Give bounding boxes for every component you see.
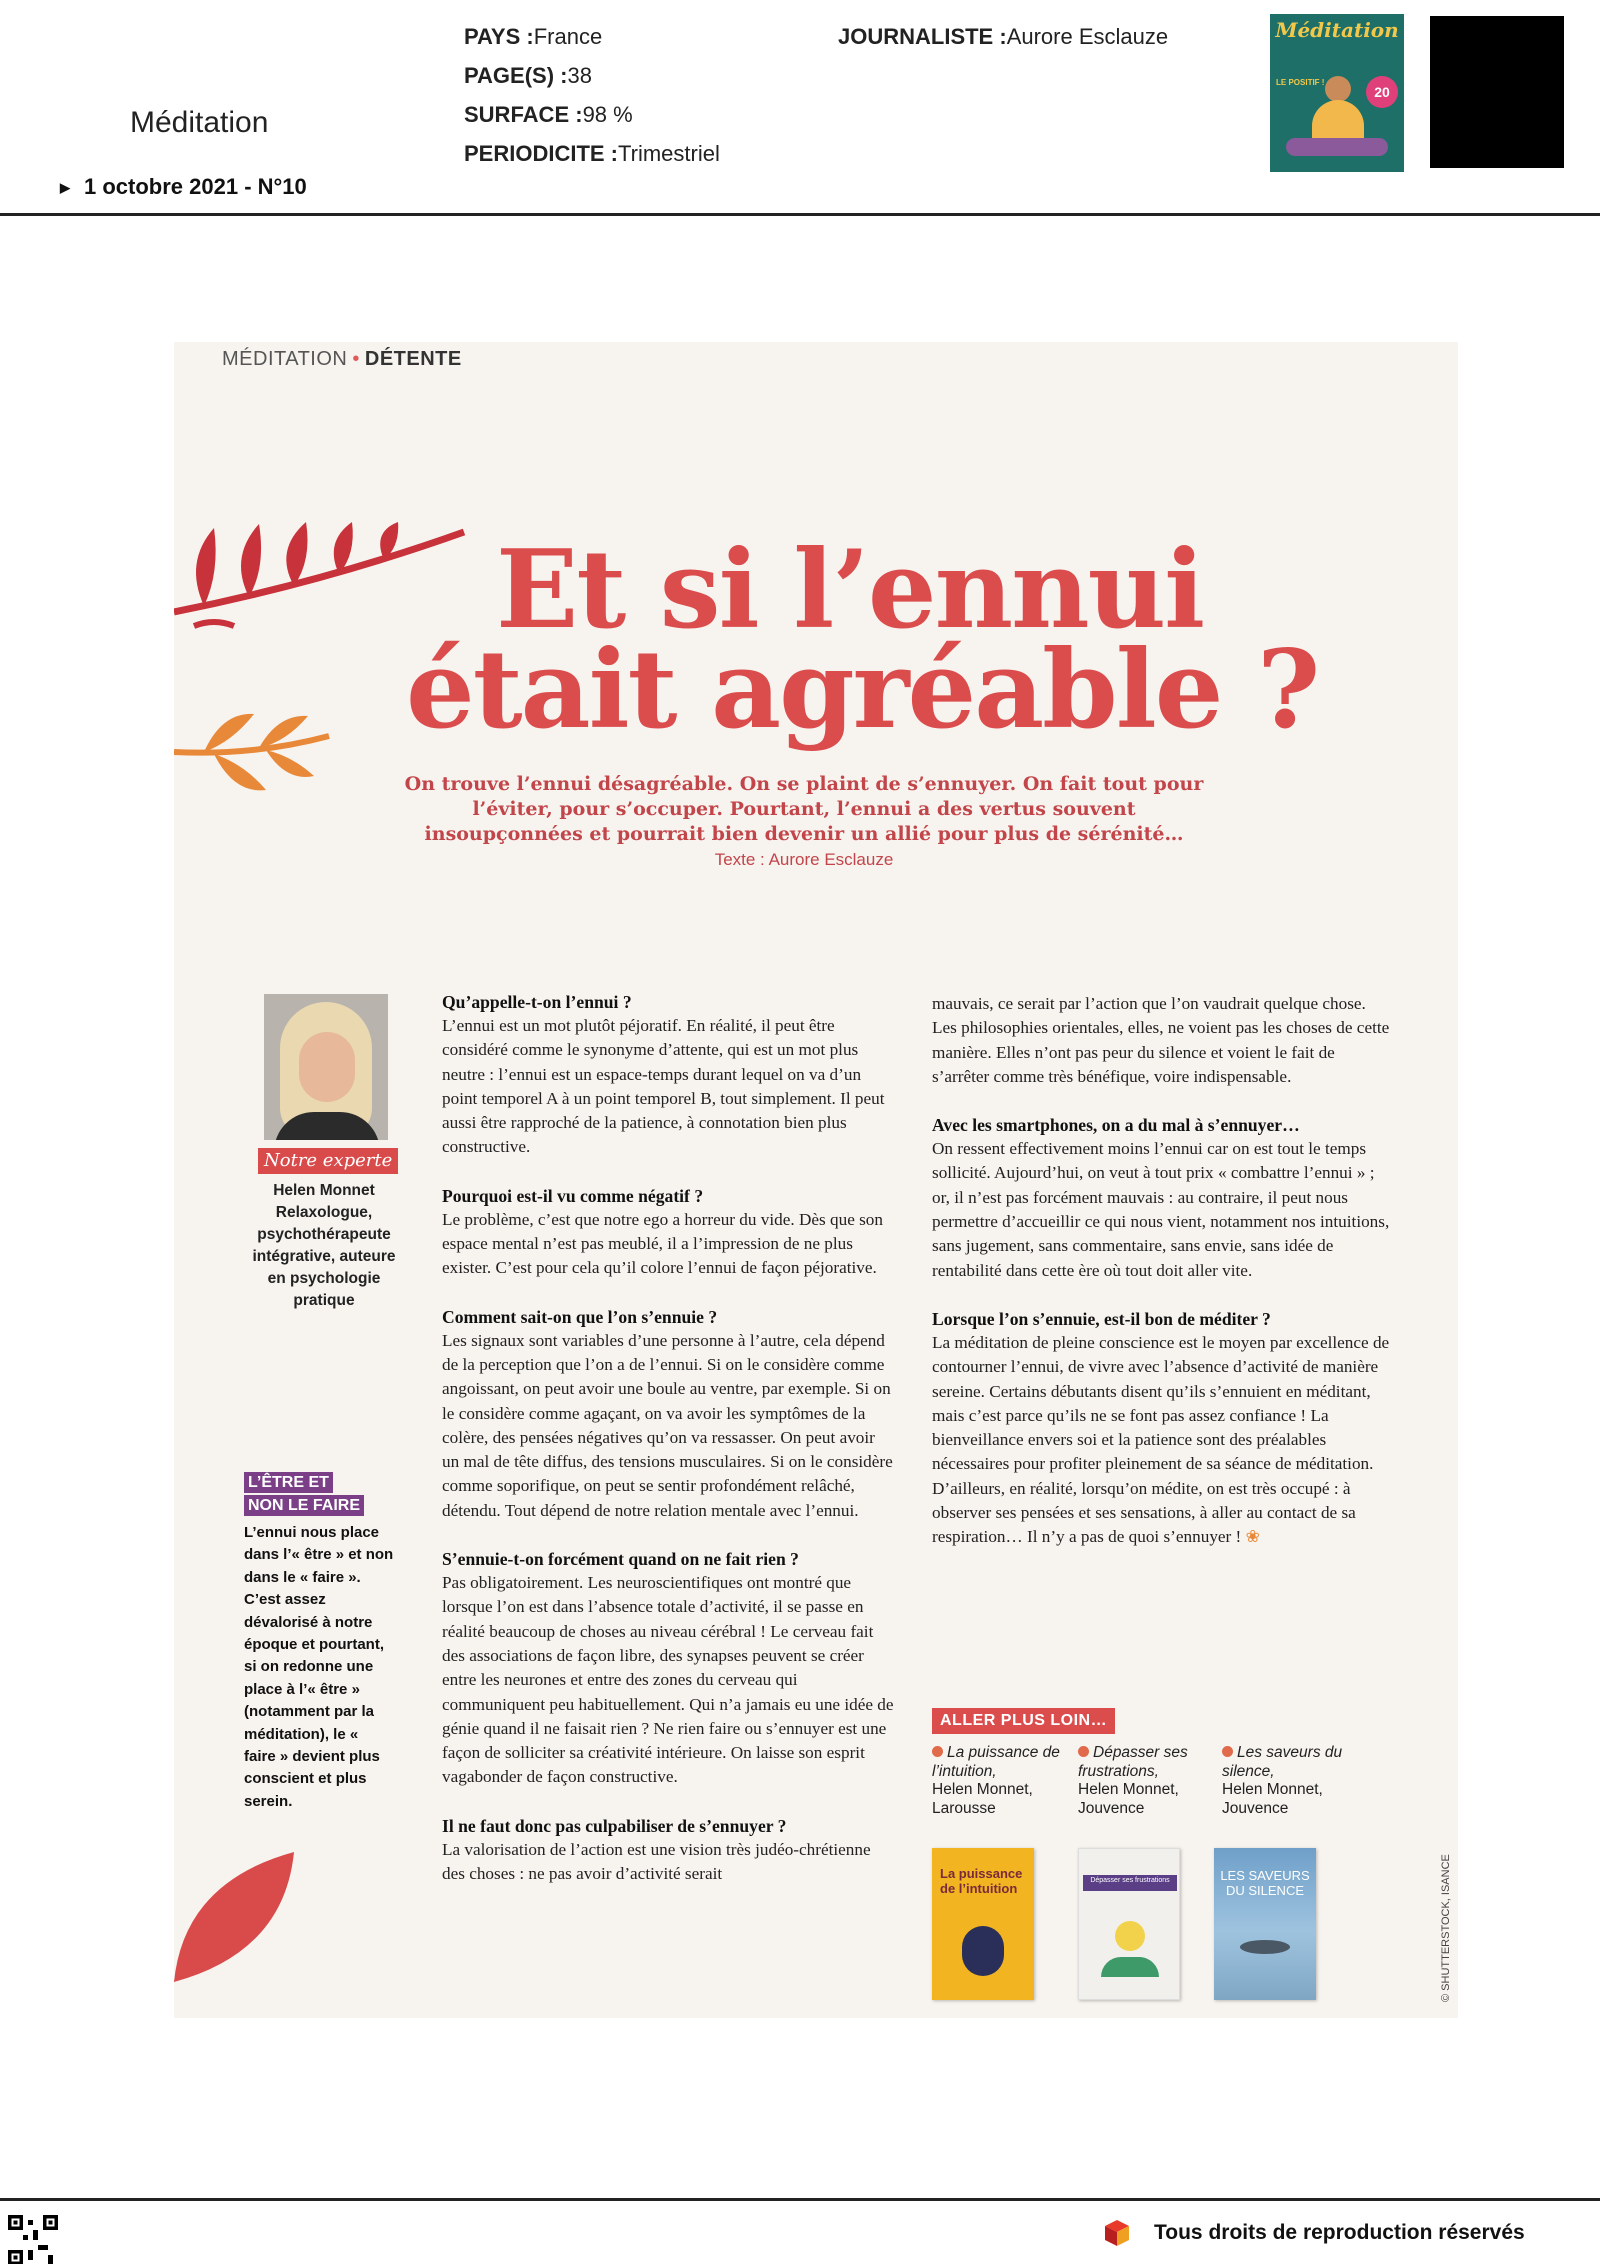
expert-name: Helen Monnet	[273, 1182, 375, 1199]
book-cover-2: Dépasser ses frustrations	[1078, 1848, 1180, 2000]
book-caption-1: La puissance de l’intuition, Helen Monnet, Larousse	[932, 1744, 1060, 1817]
red-leaf-icon	[174, 1852, 304, 1982]
magazine-page	[174, 342, 1458, 2018]
article-title-line1: Et si l’ennui	[496, 527, 1204, 653]
publication-name: Méditation	[130, 106, 269, 139]
further-reading-title: ALLER PLUS LOIN…	[932, 1708, 1115, 1734]
bullet-icon: •	[352, 348, 360, 370]
answer-paragraph: L’ennui est un mot plutôt péjoratif. En réalité, il peut être considéré comme le synonyme d’attente, qui est un mot plus neutre : l’ennui est un espace-temps durant lequel on va d’un point temporel A à un point temporel B, tout simplement. Il peut aussi être rapproché de la patience, à connotation bien plus constructive.	[442, 1016, 885, 1157]
qr-code-icon	[8, 2215, 58, 2264]
meta-periodicity: PERIODICITE :Trimestriel	[464, 141, 720, 166]
question-heading: Lorsque l’on s’ennuie, est-il bon de méditer ?	[932, 1308, 1271, 1329]
cover-badge: 20	[1366, 76, 1398, 108]
question-heading: Avec les smartphones, on a du mal à s’ennuyer…	[932, 1115, 1300, 1136]
photo-credit: © SHUTTERSTOCK, ISANCE	[1440, 1854, 1452, 2002]
cube-logo-icon	[1104, 2219, 1130, 2247]
bullet-icon	[1078, 1746, 1089, 1757]
article-title-line2: était agréable ?	[406, 627, 1319, 753]
answer-paragraph: Le problème, c’est que notre ego a horreur du vide. Dès que son espace mental n’est pas meublé, il a l’impression de ne plus exister. C’est pour cela qu’il colore l’ennui de façon péjorative.	[442, 1209, 883, 1278]
book-cover-3: LES SAVEURS DU SILENCE	[1214, 1848, 1316, 2000]
book-cover-1: La puissance de l’intuition	[932, 1848, 1034, 2000]
answer-paragraph: Pas obligatoirement. Les neuroscientifiques ont montré que lorsque l’on est dans l’absence totale d’activité, il se passe en réalité beaucoup de choses au niveau cérébral ! Le cerveau fait des associations de façon libre, des synapses peuvent se créer entre les neurones et entre des zones du cerveau qui communiquent peu habituellement. Qui n’a jamais eu une idée de génie quand il ne faisait rien ? Ne rien faire ou s’ennuyer est une façon de solliciter sa créativité intérieure. On laisse son esprit vagabonder de façon constructive.	[442, 1573, 894, 1787]
sidebar-title: L’ÊTRE ET NON LE FAIRE	[244, 1472, 376, 1518]
book-caption-2: Dépasser ses frustrations, Helen Monnet, Jouvence	[1078, 1744, 1188, 1817]
publication-date	[60, 174, 307, 200]
question-heading: Il ne faut donc pas culpabiliser de s’ennuyer ?	[442, 1815, 787, 1836]
bullet-icon	[932, 1746, 943, 1757]
article-lead: On trouve l’ennui désagréable. On se plaint de s’ennuyer. On fait tout pour l’éviter, pour s’occuper. Pourtant, l’ennui a des vertus souvent insoupçonnées et pourrait bien devenir un allié pour plus de sérénité…	[404, 773, 1204, 845]
book-caption-3: Les saveurs du silence, Helen Monnet, Jouvence	[1222, 1744, 1343, 1817]
expert-photo	[264, 994, 388, 1140]
cover-tagline: LE POSITIF !	[1276, 78, 1325, 87]
article-column-2	[932, 992, 1392, 1574]
copyright-notice: Tous droits de reproduction réservés	[1154, 2221, 1525, 2244]
article-column-1	[442, 990, 894, 1910]
meta-country: PAYS :France	[464, 24, 603, 49]
expert-label: Notre experte	[258, 1148, 398, 1174]
date-text: 1 octobre 2021 - N°10	[84, 174, 307, 199]
meta-pages: PAGE(S) :38	[464, 63, 592, 88]
question-heading: Qu’appelle-t-on l’ennui ?	[442, 992, 632, 1012]
play-arrow-icon: ▶	[60, 180, 70, 195]
expert-description: Relaxologue, psychothérapeute intégrative, auteure en psychologie pratique	[252, 1204, 396, 1309]
red-leaf-branch-icon	[174, 522, 474, 632]
lotus-icon: ❀	[1245, 1527, 1260, 1547]
article-byline: Texte : Aurore Esclauze	[714, 850, 894, 869]
answer-paragraph: La méditation de pleine conscience est le moyen par excellence de contourner l’ennui, de vivre avec l’absence d’activité de manière sereine. Certains débutants disent qu’ils s’ennuient en méditant, mais c’est parce qu’ils ne se font pas assez confiance ! La bienveillance envers soi et la patience sont des préalables nécessaires pour profiter pleinement de sa séance de méditation. D’ailleurs, en réalité, lorsqu’on médite, on est très occupé : à observer ses pensées et ses sensations, à aller au contact de sa respiration… Il n’y a pas de quoi s’ennuyer ! ❀	[932, 1332, 1390, 1547]
redacted-block	[1430, 16, 1564, 168]
clipping-footer	[0, 2198, 1600, 2264]
meta-journalist: JOURNALISTE :Aurore Esclauze	[838, 24, 1169, 49]
meta-surface: SURFACE :98 %	[464, 102, 633, 127]
sidebar-text: L’ennui nous place dans l’« être » et non dans le « faire ». C’est assez dévalorisé à notre époque et pourtant, si on redonne une place à l’« être » (notamment par la méditation), le « faire » devient plus conscient et plus serein.	[244, 1524, 394, 1810]
orange-leaf-branch-icon	[174, 702, 334, 802]
cover-title: Méditation	[1275, 18, 1399, 42]
question-heading: S’ennuie-t-on forcément quand on ne fait rien ?	[442, 1549, 799, 1570]
answer-paragraph: La valorisation de l’action est une vision très judéo-chrétienne des choses : ne pas avoir d’activité serait	[442, 1839, 871, 1884]
question-heading: Comment sait-on que l’on s’ennuie ?	[442, 1306, 718, 1327]
question-heading: Pourquoi est-il vu comme négatif ?	[442, 1185, 704, 1206]
clipping-header	[0, 0, 1600, 216]
answer-paragraph: On ressent effectivement moins l’ennui car on est tout le temps sollicité. Aujourd’hui, on veut à tout prix « combattre l’ennui » ; or, il n’est pas forcément mauvais : au contraire, il peut nous permettre d’accueillir ce qui nous vient, notamment nos intuitions, sans jugement, sans commentaire, sans envie, sans idée de rentabilité dans cette ère où tout doit aller vite.	[932, 1139, 1390, 1280]
section-tag: MÉDITATION • DÉTENTE	[222, 348, 462, 370]
magazine-cover-thumbnail	[1270, 14, 1404, 172]
bullet-icon	[1222, 1746, 1233, 1757]
expert-info	[244, 1180, 404, 1312]
answer-paragraph: mauvais, ce serait par l’action que l’on vaudrait quelque chose. Les philosophies orientales, elles, ne voient pas les choses de cette manière. Elles n’ont pas peur du silence et voient le fait de s’arrêter comme très bénéfique, voire indispensable.	[932, 994, 1390, 1086]
answer-paragraph: Les signaux sont variables d’une personne à l’autre, cela dépend de la perception que l’on a de l’ennui. Si on le considère comme angoissant, on peut avoir une boule au ventre, par exemple. Si on le considère comme agaçant, on va avoir les symptômes de la colère, des pensées négatives qu’on va ressasser. On peut avoir un mal de tête diffus, des tensions musculaires. Si on le considère comme soporifique, on peut se sentir profondément relâché, détendu. Tout dépend de notre relation mentale avec l’ennui.	[442, 1330, 893, 1520]
